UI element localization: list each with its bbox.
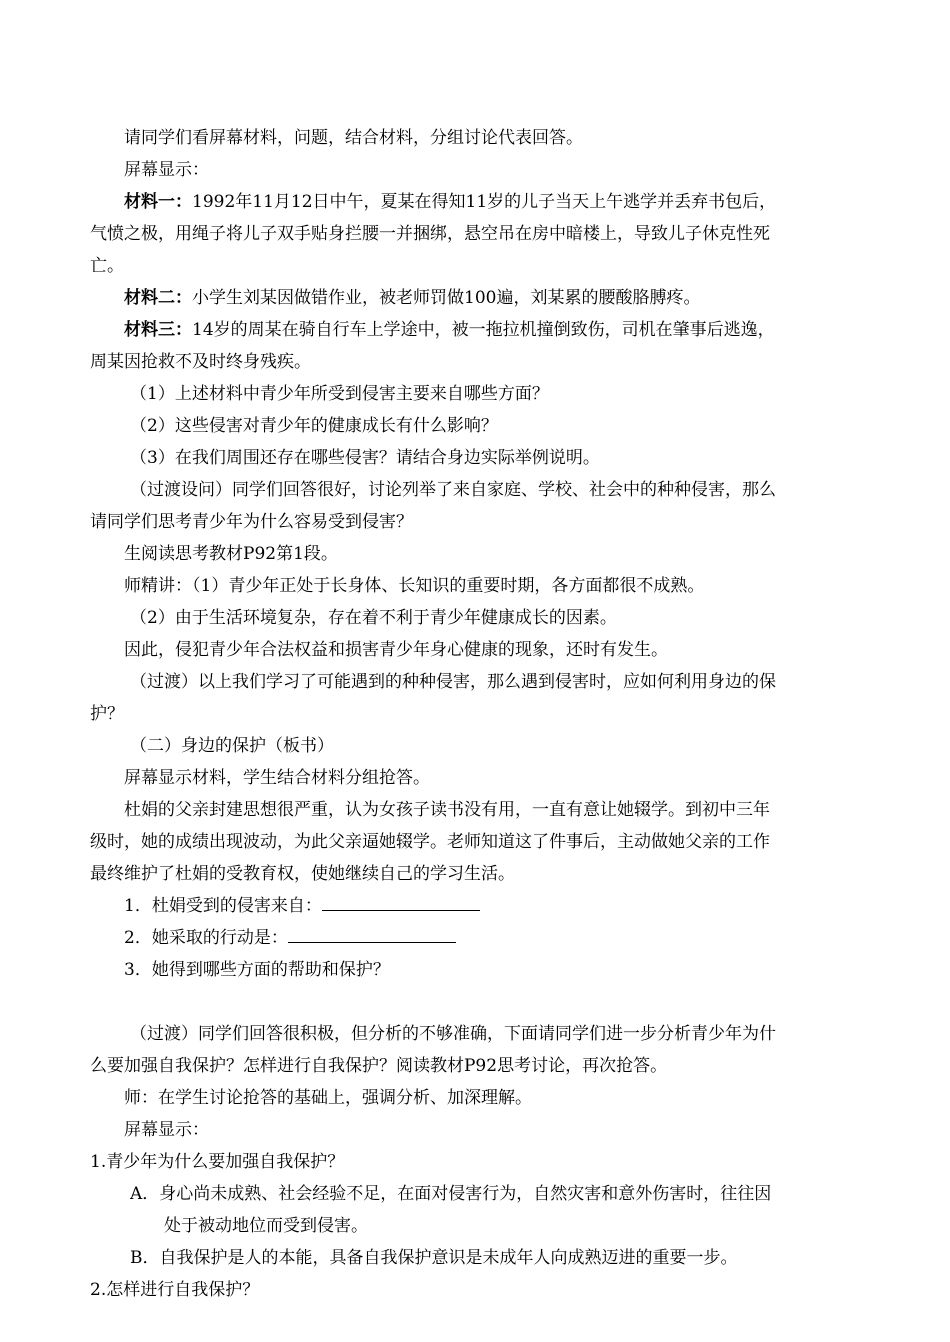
case-paragraph: 杜娟的父亲封建思想很严重，认为女孩子读书没有用，一直有意让她辍学。到初中三年: [124, 800, 770, 820]
case-paragraph-end: 最终维护了杜娟的受教育权，使她继续自己的学习生活。: [90, 864, 515, 884]
section-heading: （二）身边的保护（板书）: [130, 736, 334, 756]
paragraph-intro: 请同学们看屏幕材料，问题，结合材料，分组讨论代表回答。: [124, 128, 583, 148]
material-one: 材料一：1992年11月12日中午，夏某在得知11岁的儿子当天上午逃学并丢弃书包后，: [124, 192, 777, 212]
point-1-b: B．自我保护是人的本能，具备自我保护意识是未成年人向成熟迈进的重要一步。: [130, 1248, 738, 1268]
case-paragraph-cont: 级时，她的成绩出现波动，为此父亲逼她辍学。老师知道这了件事后，主动做她父亲的工作: [90, 832, 770, 852]
question-3: （3）在我们周围还存在哪些侵害？请结合身边实际举例说明。: [130, 448, 600, 468]
reading-task: 生阅读思考教材P92第1段。: [124, 544, 338, 564]
material-two: 材料二：小学生刘某因做错作业，被老师罚做100遍，刘某累的腰酸胳膊疼。: [124, 288, 701, 308]
case-question-1: 1．杜娟受到的侵害来自：: [124, 890, 904, 922]
material-label: 材料一：: [124, 192, 192, 212]
point-1-a-cont: 处于被动地位而受到侵害。: [164, 1216, 368, 1236]
answer-blank-2[interactable]: [288, 922, 456, 943]
answer-blank-1[interactable]: [322, 890, 480, 911]
material-label: 材料三：: [124, 320, 192, 340]
transition-question: （过渡设问）同学们回答很好，讨论列举了来自家庭、学校、社会中的种种侵害，那么: [130, 480, 776, 500]
screen-display-label: 屏幕显示：: [124, 160, 209, 180]
material-label: 材料二：: [124, 288, 192, 308]
material-one-end: 亡。: [90, 256, 124, 276]
material-one-cont: 气愤之极，用绳子将儿子双手贴身拦腰一并捆绑，悬空吊在房中暗楼上，导致儿子休克性死: [90, 224, 770, 244]
material-three-cont: 周某因抢救不及时终身残疾。: [90, 352, 311, 372]
question-1: （1）上述材料中青少年所受到侵害主要来自哪些方面？: [130, 384, 549, 404]
conclusion: 因此，侵犯青少年合法权益和损害青少年身心健康的现象，还时有发生。: [124, 640, 668, 660]
teacher-explanation: 师精讲：（1）青少年正处于长身体、长知识的重要时期，各方面都很不成熟。: [124, 576, 705, 596]
transition-cont: 护？: [90, 704, 124, 724]
transition-question-cont: 请同学们思考青少年为什么容易受到侵害？: [90, 512, 413, 532]
screen-display-material: 屏幕显示材料，学生结合材料分组抢答。: [124, 768, 430, 788]
case-question-3: 3．她得到哪些方面的帮助和保护？: [124, 960, 390, 980]
point-1-heading: 1.青少年为什么要加强自我保护？: [90, 1152, 345, 1172]
transition: （过渡）以上我们学习了可能遇到的种种侵害，那么遇到侵害时，应如何利用身边的保: [130, 672, 776, 692]
teacher-note: 师：在学生讨论抢答的基础上，强调分析、加深理解。: [124, 1088, 532, 1108]
material-three: 材料三：14岁的周某在骑自行车上学途中，被一拖拉机撞倒致伤，司机在肇事后逃逸，: [124, 320, 775, 340]
point-1-a: A．身心尚未成熟、社会经验不足，在面对侵害行为，自然灾害和意外伤害时，往往因: [130, 1184, 772, 1204]
screen-display-label-2: 屏幕显示：: [124, 1120, 209, 1140]
question-2: （2）这些侵害对青少年的健康成长有什么影响？: [130, 416, 498, 436]
point-2-heading: 2.怎样进行自我保护？: [90, 1280, 260, 1300]
explanation-point-2: （2）由于生活环境复杂，存在着不利于青少年健康成长的因素。: [130, 608, 617, 628]
transition-2: （过渡）同学们回答很积极，但分析的不够准确，下面请同学们进一步分析青少年为什: [130, 1024, 776, 1044]
transition-2-cont: 么要加强自我保护？怎样进行自我保护？阅读教材P92思考讨论，再次抢答。: [90, 1056, 668, 1076]
case-question-2: 2．她采取的行动是：: [124, 922, 904, 954]
